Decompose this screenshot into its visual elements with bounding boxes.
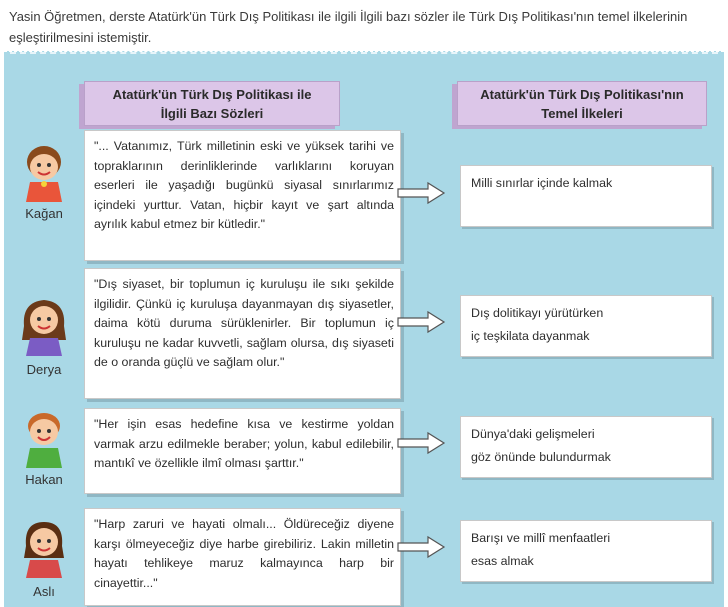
header-principles	[457, 81, 707, 126]
girl-avatar-icon	[18, 296, 70, 356]
student-kagan	[14, 142, 74, 222]
student-name: Kağan	[25, 206, 63, 221]
student-name: Aslı	[33, 584, 55, 599]
boy-avatar-icon	[18, 408, 70, 468]
principle-line2: iç teşkilata dayanmak	[471, 329, 590, 343]
girl-avatar-icon	[18, 518, 70, 578]
principle-line2: göz önünde bulundurmak	[471, 450, 611, 464]
header-sayings-line1: Atatürk'ün Türk Dış Politikası ile	[112, 87, 312, 102]
principle-box	[460, 520, 712, 582]
principle-line1: Barışı ve millî menfaatleri	[471, 531, 611, 545]
quote-box: "Harp zaruri ve hayati olmalı... Öldüreceğiz diyene karşı ölmeyeceğiz diye harbe girebiliriz. Lakin milletin hayatı tehlikeye maruz kalmayınca harp bir cinayettir..."	[84, 508, 401, 606]
student-asli	[14, 518, 74, 598]
principle-box	[460, 165, 712, 227]
exercise-panel	[4, 51, 724, 607]
right-arrow-icon	[396, 535, 446, 559]
intro-text: Yasin Öğretmen, derste Atatürk'ün Türk Dış Politikası ile ilgili İlgili bazı sözler ile Türk Dış Politikası'nın temel ilkelerinin eşleştirilmesini istemiştir.	[9, 9, 688, 45]
principle-line2: esas almak	[471, 554, 534, 568]
dashed-border	[10, 52, 718, 62]
student-name: Hakan	[25, 472, 63, 487]
header-principles-line1: Atatürk'ün Türk Dış Politikası'nın	[480, 87, 684, 102]
principle-box	[460, 416, 712, 478]
right-arrow-icon	[396, 431, 446, 455]
student-name: Derya	[26, 362, 62, 377]
quote-box: "... Vatanımız, Türk milletinin eski ve yüksek tarihi ve topraklarının derinliklerinde varlıklarını koruyan eserleri ile yaşadığı bugünkü siyasal sınırlarımız içindeki yurttur. Vatan, hiçbir kayıt ve şart altında ayrılık kabul etmez bir kütledir."	[84, 130, 401, 261]
header-sayings-line2: İlgili Bazı Sözleri	[160, 106, 264, 121]
principle-line1: Dünya'daki gelişmeleri	[471, 427, 595, 441]
student-hakan	[14, 408, 74, 488]
header-principles-line2: Temel İlkeleri	[541, 106, 623, 121]
student-derya	[14, 296, 74, 376]
quote-box: "Her işin esas hedefine kısa ve kestirme yoldan varmak arzu edilmekle beraber; yolun, kabul edilebilir, mantıkî ve özellikle ilmî olması şarttır."	[84, 408, 401, 494]
principle-box	[460, 295, 712, 357]
header-sayings	[84, 81, 340, 126]
quote-box: "Dış siyaset, bir toplumun iç kuruluşu ile sıkı şekilde ilgilidir. Çünkü iç kuruluşa dayanmayan dış siyasetler, daima kötü duruma sürüklenirler. Bir toplumun iç kuruluşu ne kadar kuvvetli, sağlam olursa, dış siyaseti de o oranda güçlü ve sağlam olur."	[84, 268, 401, 399]
boy-avatar-icon	[18, 142, 70, 202]
principle-line1: Dış dolitikayı yürütürken	[471, 306, 604, 320]
right-arrow-icon	[396, 310, 446, 334]
principle-line1: Milli sınırlar içinde kalmak	[471, 176, 613, 190]
right-arrow-icon	[396, 181, 446, 205]
